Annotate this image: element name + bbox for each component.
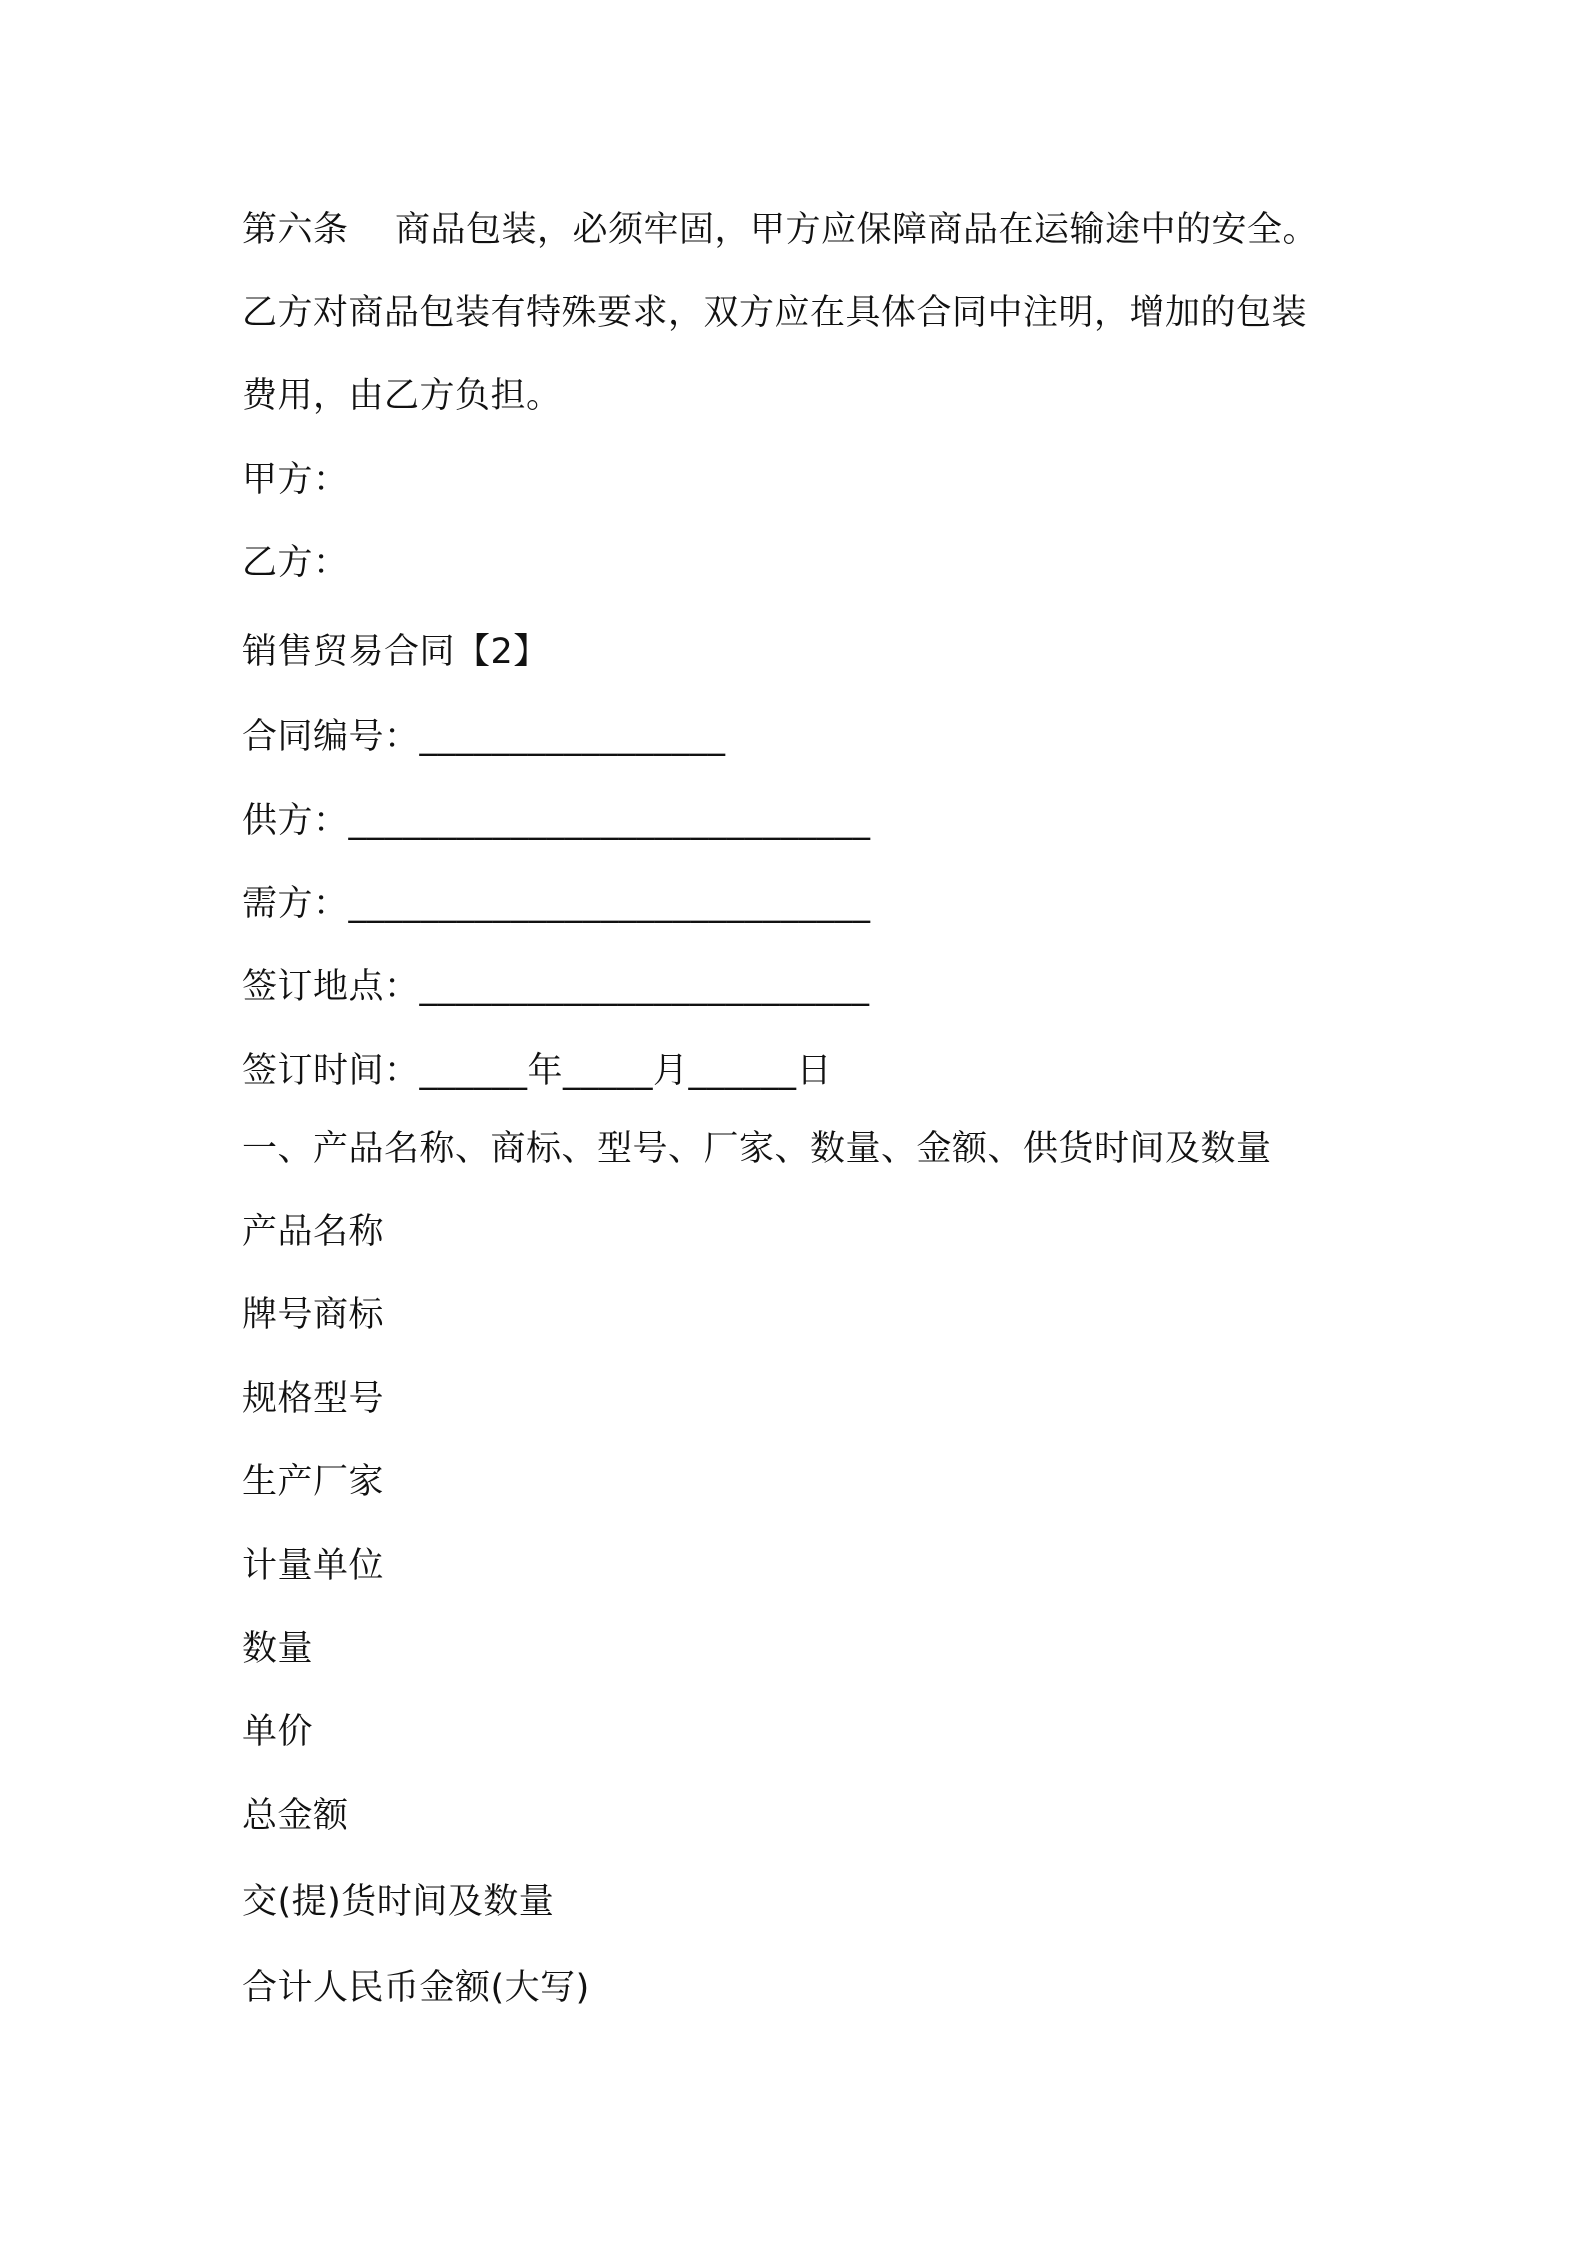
article6-line1: 第六条 商品包装，必须牢固，甲方应保障商品在运输途中的安全。 [242,210,1319,250]
article6-line2: 乙方对商品包装有特殊要求，双方应在具体合同中注明，增加的包装 [242,293,1308,333]
field-quantity: 数量 [242,1629,314,1669]
field-total-rmb-words: 合计人民币金额(大写) [242,1968,590,2008]
article6-line3: 费用，由乙方负担。 [242,376,562,416]
party-a-label: 甲方： [242,460,349,500]
field-product-name: 产品名称 [242,1212,385,1252]
buyer-field: 需方：_____________________________ [242,884,871,924]
supplier-field: 供方：_____________________________ [242,801,871,841]
field-delivery-time-quantity: 交(提)货时间及数量 [242,1882,555,1922]
sign-time-field: 签订时间：______年_____月______日 [242,1051,833,1091]
section1-title: 一、产品名称、商标、型号、厂家、数量、金额、供货时间及数量 [242,1129,1272,1169]
contract-title: 销售贸易合同【2】 [242,632,549,672]
field-spec-model: 规格型号 [242,1379,385,1419]
field-manufacturer: 生产厂家 [242,1462,385,1502]
field-unit: 计量单位 [242,1546,385,1586]
field-brand-trademark: 牌号商标 [242,1295,385,1335]
field-total-amount: 总金额 [242,1796,349,1836]
sign-place-field: 签订地点：_________________________ [242,967,870,1007]
party-b-label: 乙方： [242,543,349,583]
field-unit-price: 单价 [242,1712,314,1752]
contract-number-field: 合同编号：_________________ [242,717,726,757]
